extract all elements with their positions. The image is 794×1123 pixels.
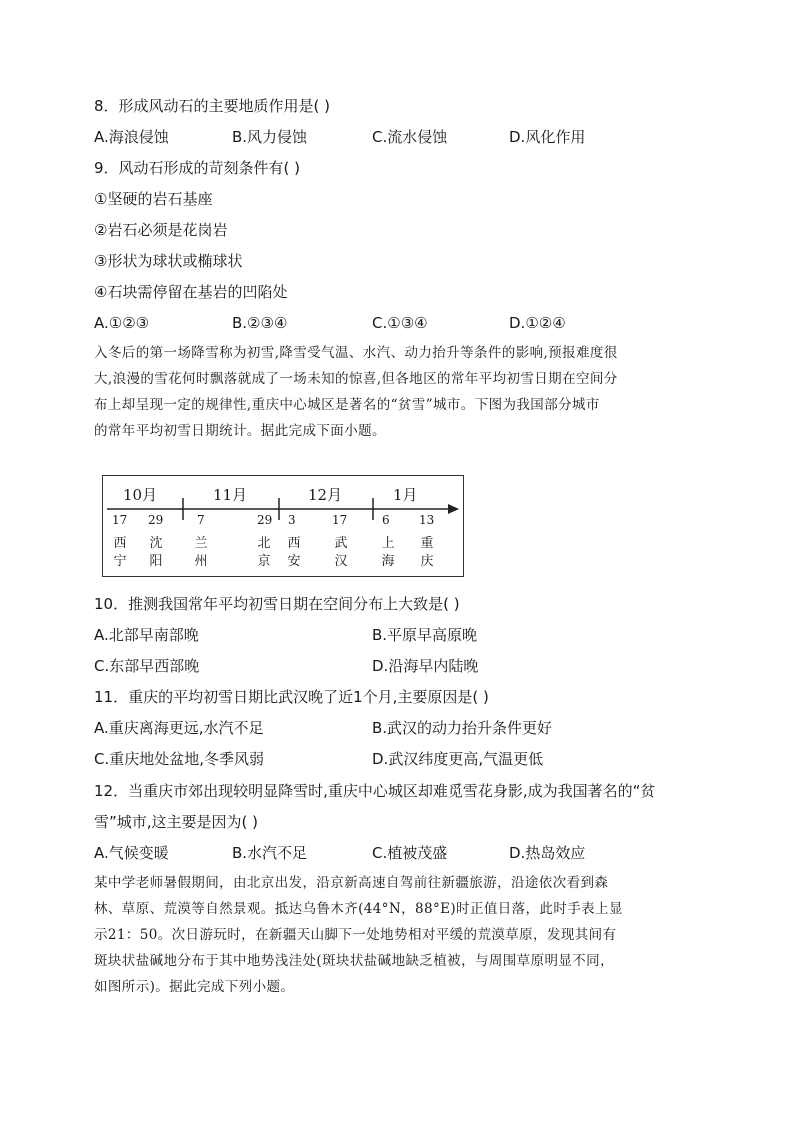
q9-option-c: C.①③④ [372, 314, 428, 332]
q12-option-b: B.水汽不足 [232, 844, 308, 862]
q8-option-d: D.风化作用 [509, 128, 586, 146]
timeline-city: 沈阳 [149, 536, 163, 569]
timeline-day: 3 [288, 513, 296, 527]
q9-options [94, 313, 714, 333]
month-label-jan: 1月 [393, 486, 418, 504]
q9-option-d: D.①②④ [509, 314, 566, 332]
q11-option-d: D.武汉纬度更高,气温更低 [372, 750, 544, 768]
q10-option-a: A.北部早南部晚 [94, 626, 199, 644]
q12-options [94, 843, 714, 863]
timeline-day: 6 [382, 513, 390, 527]
passage-line: 某中学老师暑假期间，由北京出发，沿京新高速自驾前往新疆旅游，沿途依次看到森 [94, 875, 609, 891]
q11-options-row1 [94, 718, 714, 738]
timeline-day: 29 [148, 513, 164, 527]
q10-options-row2 [94, 656, 714, 676]
q11-options-row2 [94, 749, 714, 769]
q10-option-b: B.平原早高原晚 [372, 626, 478, 644]
passage-line: 的常年平均初雪日期统计。据此完成下面小题。 [94, 423, 386, 439]
q9-item-2: ②岩石必须是花岗岩 [94, 221, 228, 239]
q12-stem-line2: 雪”城市,这主要是因为( ) [94, 813, 259, 831]
passage-line: 林、草原、荒漠等自然景观。抵达乌鲁木齐(44°N，88°E)时正值日落，此时手表上显 [94, 901, 623, 917]
passage-first-snow [94, 340, 700, 444]
timeline-day: 29 [257, 513, 273, 527]
passage-xinjiang-trip [94, 870, 700, 1000]
timeline-day: 7 [197, 513, 205, 527]
q11-option-a: A.重庆离海更远,水汽不足 [94, 719, 264, 737]
q8-option-c: C.流水侵蚀 [372, 128, 448, 146]
timeline-city: 北京 [257, 536, 271, 569]
timeline-day: 17 [112, 513, 128, 527]
q11-option-b: B.武汉的动力抬升条件更好 [372, 719, 553, 737]
q9-item-4: ④石块需停留在基岩的凹陷处 [94, 283, 288, 301]
timeline-city: 重庆 [420, 536, 434, 569]
q12-option-c: C.植被茂盛 [372, 844, 448, 862]
q8-stem: 8．形成风动石的主要地质作用是( ) [94, 97, 331, 115]
q12-option-a: A.气候变暖 [94, 844, 169, 862]
passage-line: 入冬后的第一场降雪称为初雪,降雪受气温、水汽、动力抬升等条件的影响,预报难度很 [94, 345, 618, 361]
q12-option-d: D.热岛效应 [509, 844, 586, 862]
first-snow-timeline-figure [102, 475, 464, 577]
timeline-city: 西宁 [113, 536, 127, 569]
month-label-nov: 11月 [213, 486, 248, 504]
q10-stem: 10．推测我国常年平均初雪日期在空间分布上大致是( ) [94, 595, 460, 613]
passage-line: 布上却呈现一定的规律性,重庆中心城区是著名的“贫雪”城市。下图为我国部分城市 [94, 397, 600, 413]
timeline-city: 兰州 [194, 536, 208, 569]
timeline-city: 上海 [381, 536, 395, 569]
timeline-city: 西安 [287, 536, 301, 569]
timeline-city: 武汉 [334, 536, 348, 569]
q12-stem-line1: 12．当重庆市郊出现较明显降雪时,重庆中心城区却难觅雪花身影,成为我国著名的“贫 [94, 782, 656, 800]
timeline-arrow-icon [448, 504, 459, 514]
q8-options [94, 127, 714, 147]
q9-option-a: A.①②③ [94, 314, 150, 332]
passage-line: 如图所示)。据此完成下列小题。 [94, 979, 295, 995]
q8-option-a: A.海浪侵蚀 [94, 128, 169, 146]
month-label-dec: 12月 [308, 486, 343, 504]
passage-line: 斑块状盐碱地分布于其中地势浅洼处(斑块状盐碱地缺乏植被，与周围草原明显不同， [94, 953, 614, 969]
timeline-day: 17 [332, 513, 348, 527]
timeline-day: 13 [419, 513, 435, 527]
q10-option-d: D.沿海早内陆晚 [372, 657, 479, 675]
passage-line: 大,浪漫的雪花何时飘落就成了一场未知的惊喜,但各地区的常年平均初雪日期在空间分 [94, 371, 618, 387]
q9-item-3: ③形状为球状或椭球状 [94, 252, 243, 270]
q9-option-b: B.②③④ [232, 314, 288, 332]
q11-stem: 11．重庆的平均初雪日期比武汉晚了近1个月,主要原因是( ) [94, 688, 489, 706]
passage-line: 示21：50。次日游玩时，在新疆天山脚下一处地势相对平缓的荒漠草原，发现其间有 [94, 927, 617, 943]
q11-option-c: C.重庆地处盆地,冬季风弱 [94, 750, 265, 768]
q9-item-1: ①坚硬的岩石基座 [94, 190, 213, 208]
month-label-oct: 10月 [123, 486, 158, 504]
q10-option-c: C.东部早西部晚 [94, 657, 200, 675]
q9-stem: 9．风动石形成的苛刻条件有( ) [94, 159, 301, 177]
q8-option-b: B.风力侵蚀 [232, 128, 308, 146]
q10-options-row1 [94, 625, 714, 645]
